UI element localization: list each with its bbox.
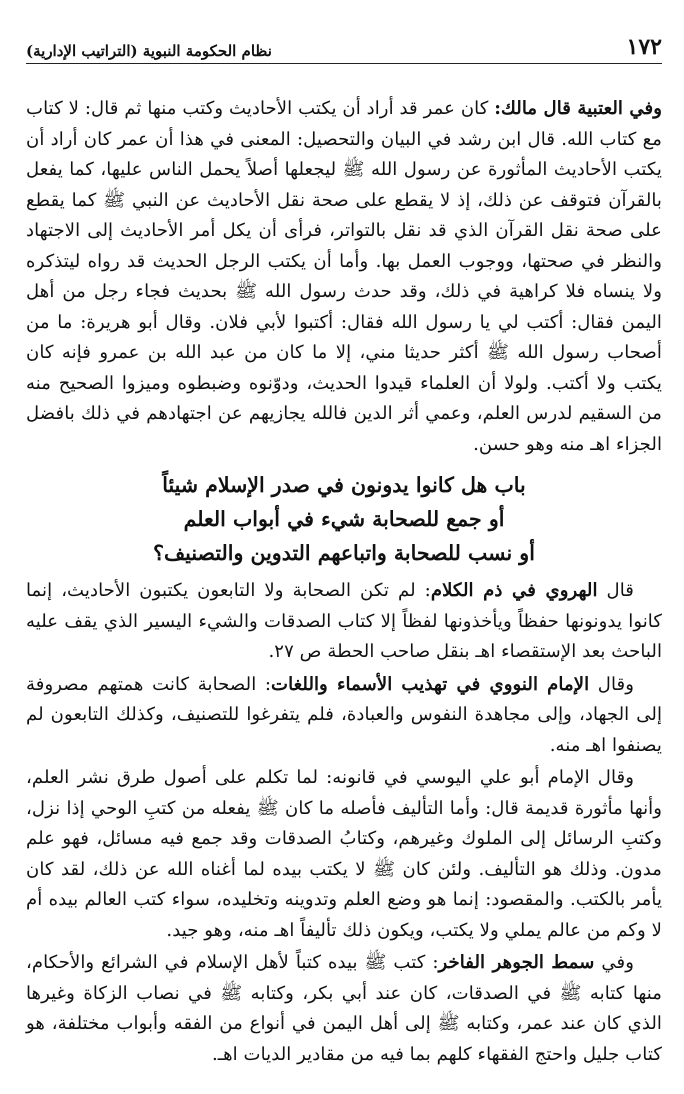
chapter-heading	[26, 468, 662, 570]
paragraph-yusi	[26, 763, 662, 946]
paragraph-prefix: وقال	[589, 673, 634, 695]
paragraph-lead: الإمام النووي في تهذيب الأسماء واللغات	[271, 673, 590, 695]
heading-line-3: أو نسب للصحابة واتباعهم التدوين والتصنيف؟	[153, 541, 535, 565]
paragraph-maalik	[26, 94, 662, 460]
book-page	[26, 30, 662, 1090]
paragraph-lead: سمط الجوهر الفاخر	[438, 952, 595, 973]
paragraph-lead: وفي العتبية قال مالك:	[494, 98, 662, 119]
paragraph-text: : كتب ﷺ بيده كتباً لأهل الإسلام في الشرائع والأحكام، منها كتابه ﷺ في الصدقات، كان عند أبي بكر، وكتابه ﷺ في نصاب الزكاة وغيرها الذي كان عند عمر، وكتابه ﷺ إلى أهل اليمن في أنواع من الفقه وأبواب مختلفة، هو كتاب جليل واحتج الفقهاء كلهم بما فيه من مقادير الديات اهـ.	[26, 952, 662, 1065]
running-title: نظام الحكومة النبوية (التراتيب الإدارية)	[26, 42, 272, 60]
paragraph-text: : الصحابة كانت همتهم مصروفة إلى الجهاد، وإلى مجاهدة النفوس والعبادة، فلم يتفرغوا للتصنيف، وكذلك التابعون لم يصنفوا اهـ منه.	[26, 673, 662, 756]
heading-line-2: أو جمع للصحابة شيء في أبواب العلم	[183, 507, 505, 531]
paragraph-harawi	[26, 576, 662, 668]
paragraph-prefix: وفي	[594, 952, 635, 973]
page-body	[26, 94, 662, 1070]
paragraph-prefix: قال	[597, 580, 634, 601]
page-header	[26, 30, 662, 64]
paragraph-text: : لم تكن الصحابة ولا التابعون يكتبون الأحاديث، إنما كانوا يدونونها حفظاً ويأخذونها لفظاً إلا كتاب الصدقات والشيء اليسير الذي يقف عليه الباحث بعد الإستقصاء اهـ بنقل صاحب الحطة ص ٢٧.	[26, 580, 662, 662]
paragraph-text: وقال الإمام أبو علي اليوسي في قانونه: لما تكلم على أصول طرق نشر العلم، وأنها مأثورة قديمة قال: وأما التأليف فأصله ما كان ﷺ يفعله من كتبِ الوحي إذا نزل، وكتبِ الرسائل إلى الملوك وغيرهم، وكتابُ الصدقات وقد جمع فيه مسائل، فهو علم مدون. وذلك هو التأليف. ولئن كان ﷺ لا يكتب بيده لما أغناه الله عن ذلك، لقد كان يأمر بالكتب. والمقصود: إنما هو وضع العلم وتدوينه وتخليده، سواء كتب العالم بيده أم لا وكم من عالم يملي ولا يكتب، ويكون ذلك تأليفاً اهـ منه، وهو جيد.	[26, 767, 662, 941]
paragraph-lead: الهروي في ذم الكلام	[430, 580, 598, 601]
page-number: ١٧٢	[626, 34, 662, 60]
paragraph-nawawi	[26, 670, 662, 762]
paragraph-simt	[26, 948, 662, 1070]
heading-line-1: باب هل كانوا يدونون في صدر الإسلام شيئاً	[162, 473, 526, 497]
paragraph-text: كان عمر قد أراد أن يكتب الأحاديث وكتب منها ثم قال: لا كتاب مع كتاب الله. قال ابن رشد في البيان والتحصيل: المعنى في هذا أن عمر كان أراد أن يكتب الأحاديث المأثورة عن رسول الله ﷺ ليجعلها أصلاً يحمل الناس عليها، كما يفعل بالقرآن فتوقف عن ذلك، إذ لا يقطع على صحة نقل الأحاديث عن النبي ﷺ كما يقطع على صحة نقل القرآن الذي قد نقل بالتواتر، فرأى أن يكل أمر الأحاديث إلى الاجتهاد والنظر في صحتها، ووجوب العمل بها. وأما أن يكتب الرجل الحديث قد رواه ليتذكره ولا ينساه فلا كراهية في ذلك، وقد حدث رسول الله ﷺ بحديث فجاء رجل من أهل اليمن فقال: أكتب لي يا رسول الله فقال: أكتبوا لأبي فلان. وقال أبو هريرة: ما من أصحاب رسول الله ﷺ أكثر حديثا مني، إلا ما كان من عبد الله بن عمرو فإنه كان يكتب ولا أكتب. ولولا أن العلماء قيدوا الحديث، ودوّنوه وضبطوه وميزوا الصحيح منه من السقيم لدرس العلم، وعمي أثر الدين فالله يجازيهم عن اجتهادهم في ذلك بافضل الجزاء اهـ منه وهو حسن.	[26, 98, 662, 455]
